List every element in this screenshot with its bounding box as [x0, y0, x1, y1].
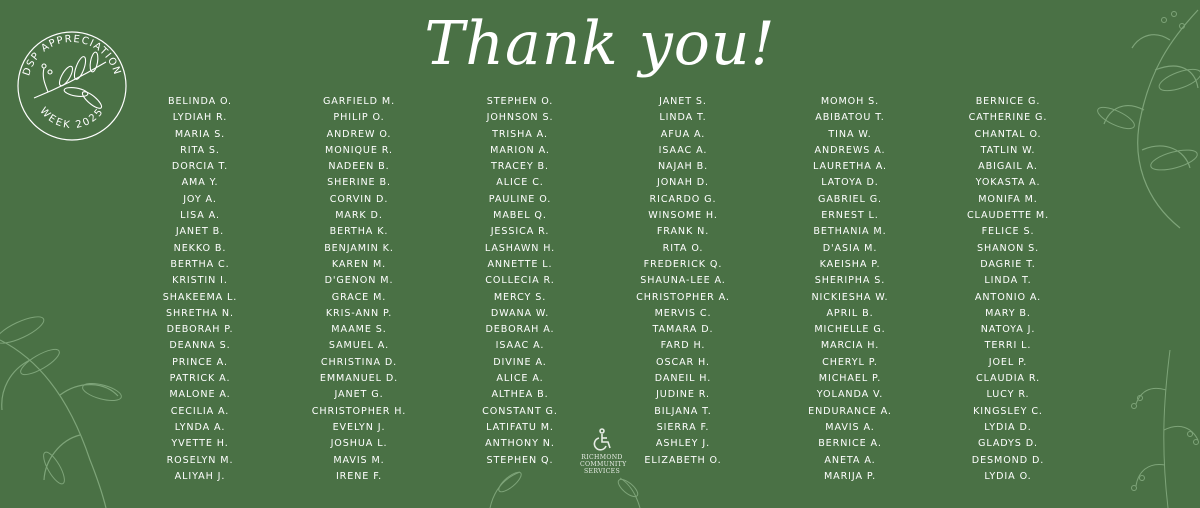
name-item: LINDA T. [659, 112, 707, 124]
name-item: LINDA T. [984, 275, 1032, 287]
name-item: DESMOND D. [971, 454, 1045, 466]
name-item: GLADYS D. [978, 438, 1038, 450]
name-item: WINSOME H. [648, 210, 718, 222]
name-item: LUCY R. [986, 389, 1030, 401]
logo-line-2: COMMUNITY [580, 461, 627, 468]
name-item: EMMANUEL D. [319, 373, 399, 385]
name-item: ASHLEY J. [655, 438, 711, 450]
name-item: AMA Y. [181, 177, 219, 189]
name-item: NATOYA J. [980, 324, 1036, 336]
name-item: YVETTE H. [171, 438, 229, 450]
name-item: DANEIL H. [654, 373, 712, 385]
name-item: LATIFATU M. [486, 421, 554, 433]
name-item: DIVINE A. [493, 356, 547, 368]
name-item: JANET G. [334, 389, 384, 401]
name-item: ISAAC A. [658, 144, 708, 156]
name-item: MONIQUE R. [325, 144, 393, 156]
name-item: YOKASTA A. [975, 177, 1041, 189]
name-item: FRANK N. [656, 226, 710, 238]
name-item: CHERYL P. [822, 356, 878, 368]
name-item: MABEL Q. [493, 210, 547, 222]
name-item: SHANON S. [976, 242, 1040, 254]
name-item: JUDINE R. [656, 389, 710, 401]
name-item: MICHAEL P. [818, 373, 882, 385]
svg-text:WEEK 2025 [37, 106, 106, 132]
name-item: ANNETTE L. [487, 258, 553, 270]
name-item: CLAUDETTE M. [966, 210, 1050, 222]
name-item: ABIBATOU T. [815, 112, 885, 124]
name-item: COLLECIA R. [485, 275, 555, 287]
name-item: ANTHONY N. [485, 438, 555, 450]
name-item: LATOYA D. [821, 177, 879, 189]
name-item: MAVIS M. [333, 454, 385, 466]
name-item: JONAH D. [656, 177, 710, 189]
name-item: SHERINE B. [327, 177, 391, 189]
name-item: MICHELLE G. [814, 324, 886, 336]
name-item: DAGRIE T. [980, 258, 1036, 270]
name-item: CHRISTOPHER H. [311, 405, 407, 417]
name-item: GARFIELD M. [322, 96, 396, 107]
name-item: SHRETHA N. [166, 307, 234, 319]
name-item: CECILIA A. [170, 405, 230, 417]
name-item: BERTHA C. [170, 258, 230, 270]
name-item: MALONE A. [169, 389, 231, 401]
name-item: ANDREW O. [326, 128, 392, 140]
name-item: MERVIS C. [654, 307, 712, 319]
name-item: FARD H. [660, 340, 706, 352]
name-item: ROSELYN M. [166, 454, 234, 466]
names-column-6 [908, 94, 1108, 485]
name-item: JOEL P. [988, 356, 1028, 368]
name-item: YOLANDA V. [816, 389, 884, 401]
name-item: STEPHEN Q. [486, 454, 554, 466]
name-item: SAMUEL A. [328, 340, 390, 352]
name-item: SIERRA F. [656, 421, 710, 433]
name-item: KRIS-ANN P. [325, 307, 393, 319]
name-item: ALTHEA B. [491, 389, 549, 401]
name-item: ELIZABETH O. [644, 454, 722, 466]
name-item: DEBORAH A. [485, 324, 555, 336]
name-item: JOSHUA L. [330, 438, 388, 450]
branch-decoration-bottom-right-icon [1110, 350, 1200, 508]
name-item: KAREN M. [331, 258, 387, 270]
name-item: TAMARA D. [652, 324, 714, 336]
name-item: LYNDA A. [174, 421, 226, 433]
name-item: ABIGAIL A. [978, 161, 1038, 173]
name-item: OSCAR H. [656, 356, 710, 368]
name-item: LASHAWN H. [484, 242, 556, 254]
name-item: CHANTAL O. [974, 128, 1042, 140]
name-item: D'ASIA M. [822, 242, 878, 254]
name-item: JESSICA R. [490, 226, 550, 238]
name-item: ISAAC A. [495, 340, 545, 352]
richmond-community-services-logo [580, 428, 627, 492]
name-item: BENJAMIN K. [324, 242, 394, 254]
name-item: LYDIA O. [984, 470, 1032, 482]
name-item: TINA W. [828, 128, 872, 140]
page-title [0, 4, 1200, 84]
name-item: PRINCE A. [172, 356, 228, 368]
name-item: D'GENON M. [324, 275, 394, 287]
name-item: CLAUDIA R. [975, 373, 1041, 385]
name-item: LYDIAH R. [172, 112, 228, 124]
name-item: CHRISTINA D. [320, 356, 398, 368]
name-item: BILJANA T. [654, 405, 712, 417]
name-item: DEBORAH P. [166, 324, 234, 336]
name-item: JANET S. [659, 96, 707, 107]
name-item: NADEEN B. [328, 161, 390, 173]
name-item: MERCY S. [493, 291, 547, 303]
logo-line-1: RICHMOND [581, 454, 623, 461]
name-item: MARK D. [335, 210, 383, 222]
name-item: ANETA A. [824, 454, 876, 466]
name-item: BERNICE G. [975, 96, 1041, 107]
name-item: FREDERICK Q. [643, 258, 723, 270]
name-item: ANDREWS A. [814, 144, 886, 156]
name-item: MAVIS A. [825, 421, 875, 433]
badge-top-text: DSP APPRECIATION [21, 33, 123, 78]
name-item: PATRICK A. [169, 373, 231, 385]
name-item: JANET B. [175, 226, 225, 238]
name-item: CATHERINE G. [968, 112, 1048, 124]
name-item: PAULINE O. [488, 193, 552, 205]
name-item: ENDURANCE A. [808, 405, 892, 417]
name-item: LISA A. [180, 210, 220, 222]
name-item: RITA S. [180, 144, 220, 156]
name-item: KINGSLEY C. [973, 405, 1043, 417]
name-item: ALICE A. [496, 373, 544, 385]
name-item: IRENE F. [335, 470, 383, 482]
name-item: KAEISHA P. [819, 258, 881, 270]
name-item: ANTONIO A. [974, 291, 1042, 303]
name-item: ERNEST L. [821, 210, 879, 222]
name-item: STEPHEN O. [486, 96, 554, 107]
name-item: GABRIEL G. [817, 193, 882, 205]
name-item: SHAKEEMA L. [162, 291, 238, 303]
name-item: BETHANIA M. [813, 226, 887, 238]
name-item: JOY A. [183, 193, 217, 205]
name-item: FELICE S. [981, 226, 1035, 238]
name-item: PHILIP O. [333, 112, 385, 124]
name-item: BERTHA K. [329, 226, 389, 238]
name-item: DWANA W. [490, 307, 550, 319]
name-item: NAJAH B. [657, 161, 709, 173]
title-text: Thank you! [424, 9, 776, 79]
name-item: TERRI L. [984, 340, 1032, 352]
name-item: DEANNA S. [169, 340, 231, 352]
name-item: TATLIN W. [980, 144, 1036, 156]
name-item: MARCIA H. [820, 340, 880, 352]
name-item: NICKIESHA W. [811, 291, 889, 303]
name-item: GRACE M. [331, 291, 387, 303]
name-item: SHERIPHA S. [814, 275, 886, 287]
name-item: LAURETHA A. [813, 161, 887, 173]
name-item: AFUA A. [660, 128, 706, 140]
name-item: LYDIA D. [984, 421, 1032, 433]
badge-bottom-text: WEEK 2025 [37, 105, 107, 132]
name-item: CONSTANT G. [482, 405, 558, 417]
name-item: ALICE C. [496, 177, 544, 189]
name-item: RICARDO G. [649, 193, 717, 205]
name-item: EVELYN J. [332, 421, 386, 433]
name-item: MARIA S. [174, 128, 226, 140]
name-item: TRACEY B. [491, 161, 549, 173]
name-item: BELINDA O. [167, 96, 233, 107]
name-item: JOHNSON S. [486, 112, 554, 124]
name-item: DORCIA T. [171, 161, 229, 173]
name-item: MONIFA M. [978, 193, 1038, 205]
name-item: NEKKO B. [173, 242, 227, 254]
name-item: ALIYAH J. [174, 470, 226, 482]
name-item: MAAME S. [331, 324, 387, 336]
name-item: TRISHA A. [492, 128, 548, 140]
name-item: KRISTIN I. [172, 275, 228, 287]
wheelchair-icon [590, 428, 614, 452]
name-item: CHRISTOPHER A. [636, 291, 730, 303]
name-item: MARIJA P. [823, 470, 877, 482]
name-item: MARION A. [490, 144, 550, 156]
logo-line-3: SERVICES [584, 468, 620, 475]
name-item: MARY B. [985, 307, 1031, 319]
name-item: RITA O. [662, 242, 704, 254]
name-item: APRIL B. [826, 307, 874, 319]
name-item: BERNICE A. [818, 438, 882, 450]
name-item: CORVIN D. [329, 193, 389, 205]
name-item: MOMOH S. [820, 96, 880, 107]
name-item: SHAUNA-LEE A. [640, 275, 726, 287]
